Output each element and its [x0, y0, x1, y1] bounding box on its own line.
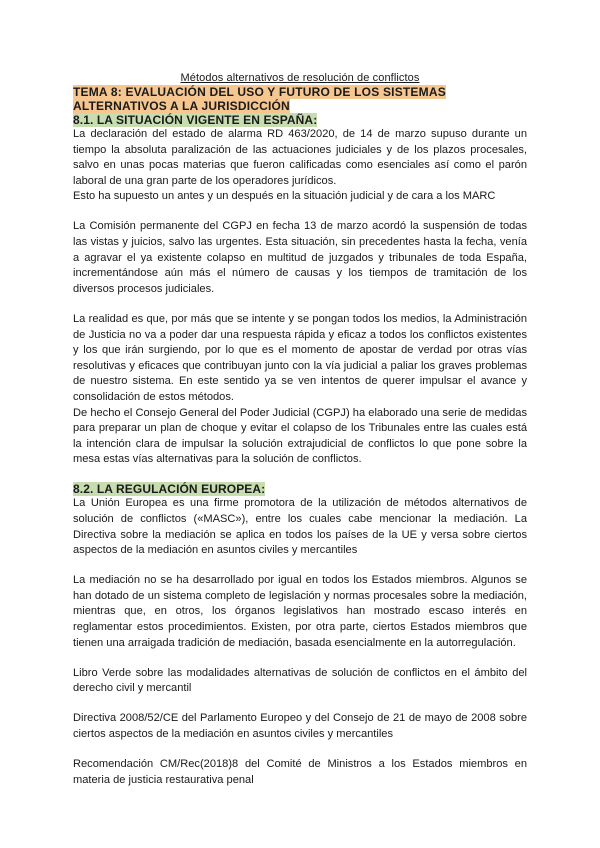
section-1-paragraph-4: La realidad es que, por más que se intente y se pongan todos los medios, la Administración de Justicia no va a poder dar una respuesta rápida y eficaz a todos los conflictos existentes y los que irán surgiendo, por lo que es el momento de apostar de verdad por otras vías resolutivas y eficaces que contribuyan junto con la vía judicial a paliar los graves problemas de nuestro sistema. En este sentido ya se ven intentos de querer impulsar el avance y consolidación de estos métodos.	[73, 312, 527, 403]
section-1-paragraph-5: De hecho el Consejo General del Poder Judicial (CGPJ) ha elaborado una serie de medidas para preparar un plan de choque y evitar el colapso de los Tribunales entre las cuales está la intención clara de impulsar la solución extrajudicial de conflictos lo que pone sobre la mesa estas vías alternativas para la solución de conflictos.	[73, 406, 527, 466]
section-2-paragraph-4: Directiva 2008/52/CE del Parlamento Europeo y del Consejo de 21 de mayo de 2008 sobre ciertos aspectos de la mediación en asuntos civiles y mercantiles	[73, 712, 527, 740]
section-2-paragraph-5: Recomendación CM/Rec(2018)8 del Comité de Ministros a los Estados miembros en materia de justicia restaurativa penal	[73, 758, 527, 786]
chapter-title-text: TEMA 8: EVALUACIÓN DEL USO Y FUTURO DE LOS SISTEMAS ALTERNATIVOS A LA JURISDICCIÓN	[73, 85, 446, 113]
section-1-title	[73, 113, 527, 127]
section-2-paragraph-1: La Unión Europea es una firme promotora de la utilización de métodos alternativos de solución de conflictos («MASC»), entre los cuales cabe mencionar la mediación. La Directiva sobre la mediación se aplica en todos los países de la UE y versa sobre ciertos aspectos de la mediación en asuntos civiles y mercantiles	[73, 497, 527, 557]
section-2-paragraph-3: Libro Verde sobre las modalidades alternativas de solución de conflictos en el ámbito del derecho civil y mercantil	[73, 666, 527, 695]
document-header: Métodos alternativos de resolución de conflictos	[180, 72, 420, 84]
document-body	[73, 85, 527, 788]
chapter-title	[73, 85, 527, 113]
section-1-paragraph-3: La Comisión permanente del CGPJ en fecha 13 de marzo acordó la suspensión de todas las vistas y juicios, salvo las urgentes. Esta situación, sin precedentes hasta la fecha, venía a agravar el ya existente colapso en multitud de juzgados y tribunales de toda España, incrementándose aún más el número de causas y los tiempos de tramitación de los diversos procesos judiciales.	[73, 220, 527, 295]
section-1-title-text: 8.1. LA SITUACIÓN VIGENTE EN ESPAÑA:	[73, 113, 318, 127]
section-2-paragraph-2: La mediación no se ha desarrollado por igual en todos los Estados miembros. Algunos se han dotado de un sistema completo de legislación y normas procesales sobre la mediación, mientras que, en otros, los órganos legislativos han mostrado escaso interés en reglamentar estos procedimientos. Existen, por otra parte, ciertos Estados miembros que tienen una arraigada tradición de mediación, basada esencialmente en la autorregulación.	[73, 574, 527, 649]
section-1-paragraph-1: La declaración del estado de alarma RD 463/2020, de 14 de marzo supuso durante un tiempo la absoluta paralización de las actuaciones judiciales y de los plazos procesales, salvo en unas pocas materias que fueron calificadas como esenciales así como el parón laboral de una gran parte de los operadores jurídicos.	[73, 128, 527, 187]
section-2-title-text: 8.2. LA REGULACIÓN EUROPEA:	[73, 482, 266, 497]
section-1-paragraph-2: Esto ha supuesto un antes y un después en la situación judicial y de cara a los MARC	[73, 190, 496, 203]
section-2-title	[73, 482, 527, 496]
